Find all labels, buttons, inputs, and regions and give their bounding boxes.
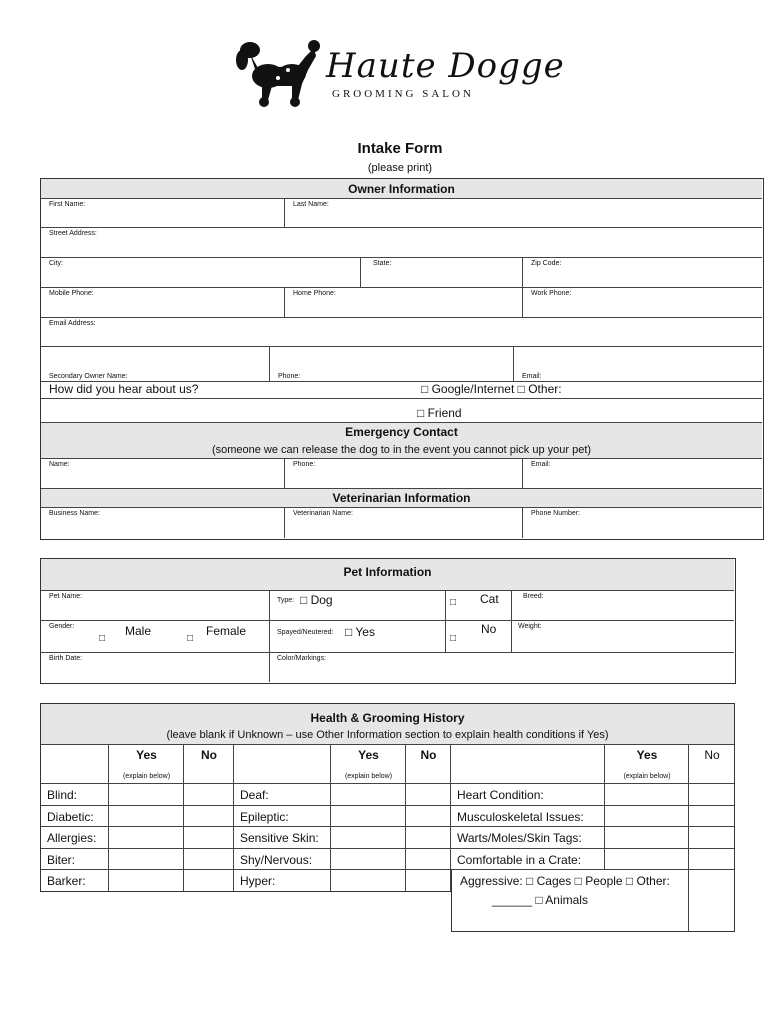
male-checkbox[interactable]: □ xyxy=(99,633,106,644)
secondary-owner-name-field[interactable]: Secondary Owner Name: xyxy=(41,347,270,382)
health-row-col2 xyxy=(234,849,331,871)
health-label: Barker: xyxy=(47,874,86,888)
emergency-header: Emergency Contact xyxy=(41,423,762,442)
secondary-email-field[interactable]: Email: xyxy=(514,347,762,382)
health-row-col1 xyxy=(40,870,109,892)
email-address-field[interactable]: Email Address: xyxy=(41,318,762,347)
health-row-col1 xyxy=(40,849,109,871)
health-checkbox-col2[interactable] xyxy=(331,806,406,828)
spayed-no-option xyxy=(446,621,512,653)
emergency-phone-field[interactable]: Phone: xyxy=(285,459,523,489)
health-checkbox-col2[interactable] xyxy=(406,870,451,892)
health-checkbox-col2[interactable] xyxy=(331,827,406,849)
health-col1-no: No xyxy=(184,744,234,784)
health-row-col3 xyxy=(451,806,605,828)
vet-phone-field[interactable]: Phone Number: xyxy=(531,510,581,517)
vet-business-name-field[interactable]: Business Name: xyxy=(41,508,285,538)
health-checkbox-col3[interactable] xyxy=(605,827,689,849)
health-checkbox-col1[interactable] xyxy=(184,870,234,892)
cat-label: Cat xyxy=(480,592,499,606)
health-label: Diabetic: xyxy=(47,809,94,824)
health-checkbox-col3[interactable] xyxy=(605,784,689,806)
owner-section xyxy=(40,178,764,540)
aggressive-options[interactable]: Aggressive: □ Cages □ People □ Other: xyxy=(460,874,670,888)
logo-name: Haute Dogge xyxy=(326,46,565,86)
health-label: Hyper: xyxy=(240,874,276,888)
health-row-col3 xyxy=(451,849,605,871)
health-label: Epileptic: xyxy=(240,809,289,824)
zip-field[interactable]: Zip Code: xyxy=(523,258,762,288)
pet-name-field[interactable]: Pet Name: xyxy=(41,591,270,621)
logo-subtitle: GROOMING SALON xyxy=(332,88,474,100)
spayed-no-checkbox[interactable]: □ xyxy=(450,633,457,644)
hear-about-label: How did you hear about us? xyxy=(49,382,199,396)
emergency-note: (someone we can release the dog to in the event you cannot pick up your pet) xyxy=(41,442,762,459)
health-checkbox-col3[interactable] xyxy=(605,806,689,828)
health-label: Sensitive Skin: xyxy=(240,831,319,845)
health-checkbox-col1[interactable] xyxy=(109,870,184,892)
health-label: Heart Condition: xyxy=(457,788,544,802)
first-name-field[interactable]: First Name: xyxy=(41,199,285,228)
health-checkbox-col1[interactable] xyxy=(184,806,234,828)
health-checkbox-col2[interactable] xyxy=(406,827,451,849)
health-label: Musculoskeletal Issues: xyxy=(457,809,584,824)
spayed-no-label: No xyxy=(481,622,497,636)
health-label: Blind: xyxy=(47,788,78,802)
owner-header: Owner Information xyxy=(41,179,762,199)
weight-field[interactable]: Weight: xyxy=(512,621,734,653)
health-label: Comfortable in a Crate: xyxy=(457,852,582,867)
health-checkbox-col3[interactable] xyxy=(689,827,735,849)
health-checkbox-col2[interactable] xyxy=(331,870,406,892)
emergency-name-field[interactable]: Name: xyxy=(41,459,285,489)
state-field[interactable]: State: xyxy=(361,258,523,288)
logo xyxy=(228,38,588,108)
health-col1-yes: Yes (explain below) xyxy=(109,744,184,784)
health-checkbox-col1[interactable] xyxy=(109,806,184,828)
health-row-col2 xyxy=(234,806,331,828)
work-phone-field[interactable]: Work Phone: xyxy=(523,288,762,318)
health-label: Warts/Moles/Skin Tags: xyxy=(457,831,582,845)
health-checkbox-col2[interactable] xyxy=(406,784,451,806)
health-col2-no: No xyxy=(406,744,451,784)
health-checkbox-col1[interactable] xyxy=(184,827,234,849)
health-row-col2 xyxy=(234,784,331,806)
health-row-col2 xyxy=(234,870,331,892)
health-checkbox-col1[interactable] xyxy=(109,849,184,871)
aggressive-no[interactable] xyxy=(689,869,735,932)
street-address-field[interactable]: Street Address: xyxy=(41,228,762,258)
aggressive-field xyxy=(451,869,689,932)
health-checkbox-col2[interactable] xyxy=(331,849,406,871)
health-col2-header xyxy=(234,744,331,784)
health-checkbox-col2[interactable] xyxy=(406,849,451,871)
cat-option xyxy=(446,591,512,621)
health-label: Shy/Nervous: xyxy=(240,852,313,867)
health-checkbox-col1[interactable] xyxy=(184,849,234,871)
pet-section xyxy=(40,558,736,684)
form-title: Intake Form xyxy=(357,140,443,157)
health-col3-no: No xyxy=(689,744,735,784)
birth-date-field[interactable]: Birth Date: xyxy=(41,653,270,682)
health-row-col1 xyxy=(40,784,109,806)
female-checkbox[interactable]: □ xyxy=(187,633,194,644)
gender-field: Gender: □ Male □ Female xyxy=(41,621,270,653)
health-label: Allergies: xyxy=(47,831,97,845)
health-section xyxy=(40,703,736,933)
female-label: Female xyxy=(206,624,247,638)
health-col3-header xyxy=(451,744,605,784)
health-checkbox-col3[interactable] xyxy=(689,784,735,806)
health-checkbox-col3[interactable] xyxy=(689,849,735,871)
hear-friend-option[interactable]: □ Friend xyxy=(417,406,462,420)
aggressive-animals[interactable]: ______ □ Animals xyxy=(492,893,588,907)
pet-type-field: Type: □ Dog xyxy=(270,591,446,621)
health-row-col1 xyxy=(40,827,109,849)
health-header: Health & Grooming History xyxy=(40,703,735,727)
health-checkbox-col2[interactable] xyxy=(331,784,406,806)
form-subtitle: (please print) xyxy=(367,162,433,174)
health-label: Deaf: xyxy=(240,788,269,802)
spayed-yes-checkbox[interactable]: □ Yes xyxy=(345,625,375,639)
poodle-icon xyxy=(228,38,323,110)
health-label: Biter: xyxy=(47,852,76,867)
health-row-col3 xyxy=(451,784,605,806)
home-phone-field[interactable]: Home Phone: xyxy=(285,288,523,318)
color-markings-field[interactable]: Color/Markings: xyxy=(277,655,327,662)
health-col2-yes: Yes (explain below) xyxy=(331,744,406,784)
health-checkbox-col1[interactable] xyxy=(109,827,184,849)
spayed-field: Spayed/Neutered: □ Yes xyxy=(270,621,446,653)
health-checkbox-col3[interactable] xyxy=(689,806,735,828)
secondary-phone-field[interactable]: Phone: xyxy=(270,347,514,382)
hear-about-options[interactable]: □ Google/Internet □ Other: xyxy=(421,382,562,396)
vet-header: Veterinarian Information xyxy=(41,489,762,508)
mobile-phone-field[interactable]: Mobile Phone: xyxy=(41,288,285,318)
hear-about-row-2 xyxy=(41,399,762,423)
health-grid xyxy=(40,744,736,934)
emergency-email-field[interactable]: Email: xyxy=(523,459,762,489)
health-col3-yes: Yes (explain below) xyxy=(605,744,689,784)
city-field[interactable]: City: xyxy=(41,258,361,288)
health-checkbox-col2[interactable] xyxy=(406,806,451,828)
vet-name-field[interactable]: Veterinarian Name: xyxy=(285,508,523,538)
cat-checkbox[interactable]: □ xyxy=(450,597,457,608)
pet-header: Pet Information xyxy=(41,559,734,591)
health-checkbox-col1[interactable] xyxy=(184,784,234,806)
health-checkbox-col1[interactable] xyxy=(109,784,184,806)
health-col1-header xyxy=(40,744,109,784)
last-name-field[interactable]: Last Name: xyxy=(285,199,762,228)
health-note: (leave blank if Unknown – use Other Information section to explain health conditions if Yes) xyxy=(40,727,735,744)
health-checkbox-col3[interactable] xyxy=(605,849,689,871)
health-row-col2 xyxy=(234,827,331,849)
hear-about-row xyxy=(41,382,762,399)
health-row-col3 xyxy=(451,827,605,849)
health-row-col1 xyxy=(40,806,109,828)
breed-field[interactable]: Breed: xyxy=(512,591,734,621)
dog-checkbox[interactable]: □ Dog xyxy=(300,593,333,607)
male-label: Male xyxy=(125,624,152,638)
